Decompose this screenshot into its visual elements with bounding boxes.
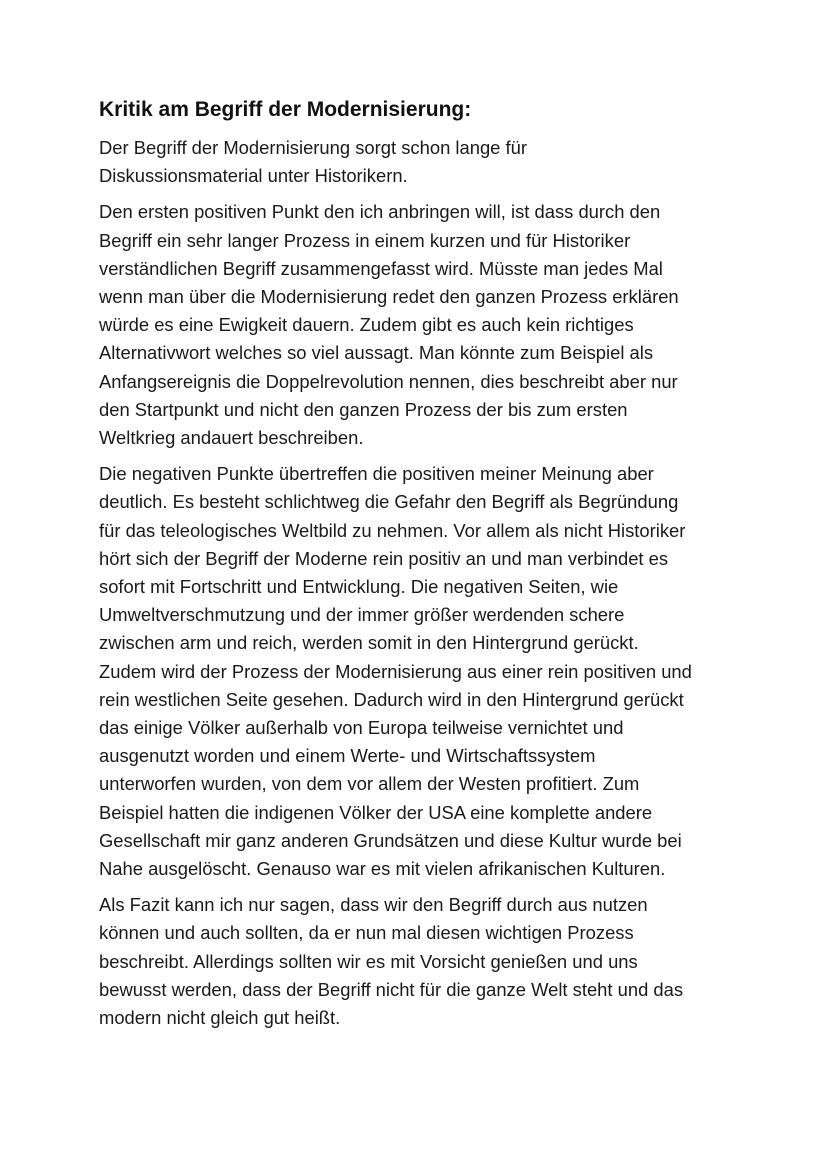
paragraph-line: hört sich der Begriff der Moderne rein positiv an und man verbindet es	[99, 547, 669, 569]
paragraph-1	[99, 134, 749, 190]
paragraph-line: ausgenutzt worden und einem Werte- und Wirtschaftssystem	[99, 745, 596, 767]
paragraph-line: Alternativwort welches so viel aussagt. Man könnte zum Beispiel als	[99, 342, 654, 364]
paragraph-line: Anfangsereignis die Doppelrevolution nennen, dies beschreibt aber nur	[99, 370, 678, 392]
paragraph-line: Begriff ein sehr langer Prozess in einem kurzen und für Historiker	[99, 229, 631, 251]
paragraph-line: Beispiel hatten die indigenen Völker der USA eine komplette andere	[99, 801, 653, 823]
paragraph-line: beschreibt. Allerdings sollten wir es mit Vorsicht genießen und uns	[99, 950, 638, 972]
paragraph-line: modern nicht gleich gut heißt.	[99, 1007, 341, 1029]
paragraph-line: unterworfen wurden, von dem vor allem der Westen profitiert. Zum	[99, 773, 640, 795]
paragraph-line: Der Begriff der Modernisierung sorgt schon lange für	[99, 137, 527, 158]
paragraph-line: wenn man über die Modernisierung redet den ganzen Prozess erklären	[99, 286, 679, 308]
paragraph-line: Die negativen Punkte übertreffen die positiven meiner Meinung aber	[99, 463, 654, 485]
paragraph-line: Umweltverschmutzung und der immer größer werdenden schere	[99, 604, 625, 626]
paragraph-2	[99, 198, 749, 452]
paragraph-3	[99, 460, 749, 883]
paragraph-line: rein westlichen Seite gesehen. Dadurch wird in den Hintergrund gerückt	[99, 688, 684, 710]
paragraph-line: Den ersten positiven Punkt den ich anbringen will, ist dass durch den	[99, 201, 661, 223]
document-page	[99, 95, 749, 1040]
paragraph-4	[99, 891, 749, 1032]
paragraph-line: Weltkrieg andauert beschreiben.	[99, 427, 364, 449]
paragraph-line: Als Fazit kann ich nur sagen, dass wir den Begriff durch aus nutzen	[99, 894, 648, 916]
paragraph-line: zwischen arm und reich, werden somit in den Hintergrund gerückt.	[99, 632, 639, 654]
paragraph-line: Zudem wird der Prozess der Modernisierung aus einer rein positiven und	[99, 660, 692, 682]
document-title: Kritik am Begriff der Modernisierung:	[99, 98, 472, 121]
paragraph-line: Nahe ausgelöscht. Genauso war es mit vielen afrikanischen Kulturen.	[99, 858, 666, 880]
paragraph-line: würde es eine Ewigkeit dauern. Zudem gibt es auch kein richtiges	[99, 314, 634, 336]
paragraph-line: verständlichen Begriff zusammengefasst wird. Müsste man jedes Mal	[99, 257, 663, 279]
paragraph-line: für das teleologisches Weltbild zu nehmen. Vor allem als nicht Historiker	[99, 519, 686, 541]
document-body	[99, 134, 749, 1032]
paragraph-line: sofort mit Fortschritt und Entwicklung. Die negativen Seiten, wie	[99, 576, 619, 598]
paragraph-line: Gesellschaft mir ganz anderen Grundsätzen und diese Kultur wurde bei	[99, 829, 682, 851]
paragraph-line: den Startpunkt und nicht den ganzen Prozess der bis zum ersten	[99, 398, 628, 420]
paragraph-line: das einige Völker außerhalb von Europa teilweise vernichtet und	[99, 717, 624, 739]
paragraph-line: bewusst werden, dass der Begriff nicht für die ganze Welt steht und das	[99, 978, 684, 1000]
paragraph-line: Diskussionsmaterial unter Historikern.	[99, 165, 408, 187]
paragraph-line: können und auch sollten, da er nun mal diesen wichtigen Prozess	[99, 922, 634, 944]
paragraph-line: deutlich. Es besteht schlichtweg die Gefahr den Begriff als Begründung	[99, 491, 679, 513]
